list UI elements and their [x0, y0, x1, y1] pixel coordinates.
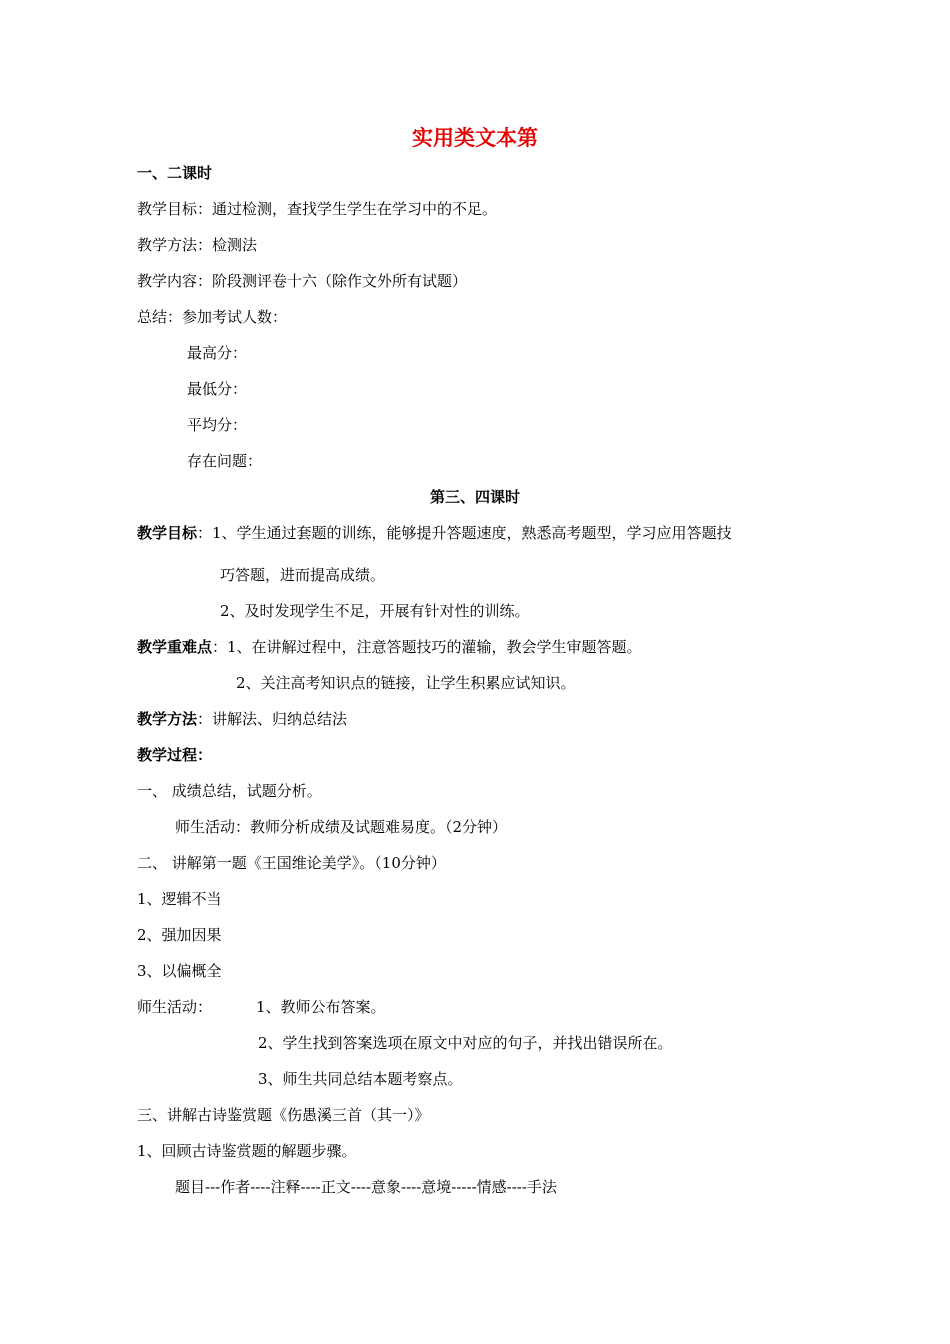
existing-problems: 存在问题： [187, 452, 263, 470]
goal-label: 教学目标 [137, 524, 198, 542]
goal-text-cont: 巧答题，进而提高成绩。 [220, 566, 386, 584]
process-step-2: 二、 讲解第一题《王国维论美学》。（10分钟） [137, 854, 446, 872]
process-step-3: 三、讲解古诗鉴赏题《伤愚溪三首（其一）》 [137, 1106, 430, 1124]
process-step-1-activity: 师生活动：教师分析成绩及试题难易度。（2分钟） [175, 818, 508, 836]
list-item: 2、强加因果 [137, 926, 222, 944]
activity-item-1: 1、教师公布答案。 [256, 998, 386, 1016]
teaching-method-2 [137, 709, 347, 729]
goal-item-2: 2、及时发现学生不足，开展有针对性的训练。 [220, 602, 530, 620]
key-label: 教学重难点 [137, 638, 213, 656]
average-score: 平均分： [187, 416, 248, 434]
process-step-1: 一、 成绩总结，试题分析。 [137, 782, 322, 800]
activity-label: 师生活动： [137, 998, 213, 1016]
teaching-goal-2 [137, 523, 732, 543]
goal-text: ：1、学生通过套题的训练，能够提升答题速度，熟悉高考题型，学习应用答题技 [197, 524, 732, 542]
method-text: ：讲解法、归纳总结法 [197, 710, 348, 728]
solving-steps-chain: 题目---作者----注释----正文----意象----意境-----情感----手法 [175, 1178, 557, 1196]
activity-item-2: 2、学生找到答案选项在原文中对应的句子，并找出错误所在。 [258, 1034, 673, 1052]
process-step-3-item-1: 1、回顾古诗鉴赏题的解题步骤。 [137, 1142, 357, 1160]
key-points [137, 637, 642, 657]
process-label: 教学过程： [137, 746, 213, 764]
section-heading-3-4: 第三、四课时 [429, 488, 520, 506]
summary-line: 总结：参加考试人数： [137, 308, 288, 326]
document-title: 实用类文本第 [412, 125, 538, 150]
teaching-method-1: 教学方法：检测法 [137, 236, 258, 254]
key-item-2: 2、关注高考知识点的链接，让学生积累应试知识。 [236, 674, 576, 692]
teaching-goal-1: 教学目标：通过检测，查找学生学生在学习中的不足。 [137, 200, 498, 218]
key-text: ：1、在讲解过程中，注意答题技巧的灌输，教会学生审题答题。 [212, 638, 642, 656]
list-item: 1、逻辑不当 [137, 890, 222, 908]
highest-score: 最高分： [187, 344, 248, 362]
section-heading-1-2: 一、二课时 [137, 164, 213, 182]
teaching-content-1: 教学内容：阶段测评卷十六（除作文外所有试题） [137, 272, 468, 290]
lowest-score: 最低分： [187, 380, 248, 398]
list-item: 3、以偏概全 [137, 962, 222, 980]
activity-item-3: 3、师生共同总结本题考察点。 [258, 1070, 463, 1088]
method-label: 教学方法 [137, 710, 198, 728]
